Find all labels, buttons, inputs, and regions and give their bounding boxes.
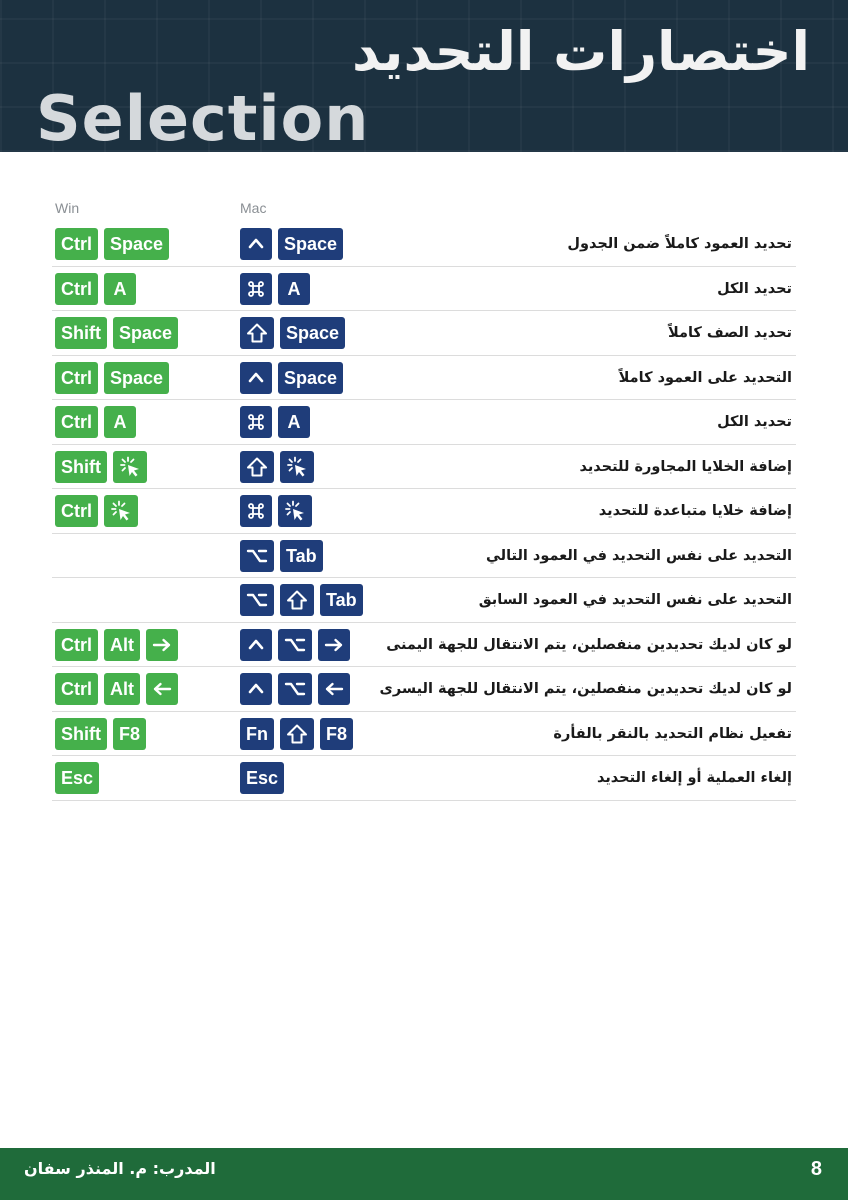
mac-keys xyxy=(240,540,323,572)
option-icon xyxy=(278,673,312,705)
command-icon xyxy=(240,406,272,438)
shortcut-row xyxy=(52,311,796,356)
shortcut-description: إضافة خلايا متباعدة للتحديد xyxy=(598,503,792,519)
mac-key: Space xyxy=(280,317,345,349)
shortcut-row xyxy=(52,356,796,401)
shortcut-description: التحديد على نفس التحديد في العمود السابق xyxy=(478,592,792,608)
win-key: Shift xyxy=(55,317,107,349)
win-keys xyxy=(55,451,147,483)
mac-keys xyxy=(240,762,284,794)
shortcut-row xyxy=(52,400,796,445)
mac-key: F8 xyxy=(320,718,353,750)
mac-keys xyxy=(240,451,314,483)
mac-key: Space xyxy=(278,362,343,394)
control-icon xyxy=(240,362,272,394)
win-key: Space xyxy=(104,362,169,394)
win-key: Space xyxy=(113,317,178,349)
win-keys xyxy=(55,718,146,750)
click-icon xyxy=(113,451,147,483)
shortcut-row xyxy=(52,623,796,668)
shortcut-row xyxy=(52,578,796,623)
mac-keys xyxy=(240,495,312,527)
control-icon xyxy=(240,228,272,260)
win-keys xyxy=(55,762,99,794)
arrow-left-icon xyxy=(146,673,178,705)
win-key: Shift xyxy=(55,718,107,750)
mac-keys xyxy=(240,629,350,661)
mac-keys xyxy=(240,362,343,394)
win-keys xyxy=(55,317,178,349)
arrow-left-icon xyxy=(318,673,350,705)
mac-key: Esc xyxy=(240,762,284,794)
win-key: Space xyxy=(104,228,169,260)
header-title-english: Selection xyxy=(36,82,370,152)
mac-keys xyxy=(240,228,343,260)
mac-key: A xyxy=(278,273,310,305)
page-header xyxy=(0,0,848,152)
shift-icon xyxy=(280,584,314,616)
shortcut-row xyxy=(52,667,796,712)
mac-keys xyxy=(240,273,310,305)
mac-key: Tab xyxy=(280,540,323,572)
shortcut-row xyxy=(52,489,796,534)
shift-icon xyxy=(240,451,274,483)
arrow-right-icon xyxy=(318,629,350,661)
win-key: F8 xyxy=(113,718,146,750)
win-key: Ctrl xyxy=(55,673,98,705)
shortcut-description: إلغاء العملية أو إلغاء التحديد xyxy=(596,770,792,786)
mac-key: Space xyxy=(278,228,343,260)
shortcut-description: التحديد على نفس التحديد في العمود التالي xyxy=(485,547,792,564)
win-key: Shift xyxy=(55,451,107,483)
shortcut-row xyxy=(52,534,796,579)
win-keys xyxy=(55,273,136,305)
mac-keys xyxy=(240,673,350,705)
shortcut-row xyxy=(52,222,796,267)
shift-icon xyxy=(280,718,314,750)
shortcut-description: التحديد على العمود كاملاً xyxy=(618,369,792,386)
control-icon xyxy=(240,673,272,705)
column-header-mac: Mac xyxy=(240,200,267,216)
shortcut-row xyxy=(52,445,796,490)
click-icon xyxy=(278,495,312,527)
option-icon xyxy=(240,584,274,616)
win-key: A xyxy=(104,406,136,438)
shortcut-description: تحديد العمود كاملاً ضمن الجدول xyxy=(567,236,792,252)
win-key: Alt xyxy=(104,629,140,661)
shift-icon xyxy=(240,317,274,349)
shortcut-description: إضافة الخلايا المجاورة للتحديد xyxy=(579,458,792,475)
shortcut-description: تحديد الكل xyxy=(717,280,792,297)
command-icon xyxy=(240,495,272,527)
shortcut-description: لو كان لديك تحديدين منفصلين، يتم الانتقال للجهة اليسرى xyxy=(379,681,792,697)
win-key: Ctrl xyxy=(55,629,98,661)
mac-key: A xyxy=(278,406,310,438)
win-key: Esc xyxy=(55,762,99,794)
shortcut-row xyxy=(52,267,796,312)
win-keys xyxy=(55,673,178,705)
win-key: Ctrl xyxy=(55,495,98,527)
win-key: Alt xyxy=(104,673,140,705)
mac-keys xyxy=(240,718,353,750)
option-icon xyxy=(278,629,312,661)
win-key: Ctrl xyxy=(55,273,98,305)
shortcut-description: لو كان لديك تحديدين منفصلين، يتم الانتقال للجهة اليمنى xyxy=(386,636,792,653)
mac-keys xyxy=(240,406,310,438)
shortcut-table xyxy=(52,222,796,801)
column-header-win: Win xyxy=(55,200,80,216)
mac-keys xyxy=(240,317,345,349)
control-icon xyxy=(240,629,272,661)
win-key: Ctrl xyxy=(55,228,98,260)
win-keys xyxy=(55,406,136,438)
shortcut-row xyxy=(52,712,796,757)
page-footer xyxy=(0,1148,848,1200)
win-keys xyxy=(55,495,138,527)
click-icon xyxy=(280,451,314,483)
option-icon xyxy=(240,540,274,572)
win-keys xyxy=(55,362,169,394)
shortcut-row xyxy=(52,756,796,801)
mac-key: Tab xyxy=(320,584,363,616)
shortcut-description: تحديد الكل xyxy=(717,414,792,430)
arrow-right-icon xyxy=(146,629,178,661)
command-icon xyxy=(240,273,272,305)
click-icon xyxy=(104,495,138,527)
header-title-arabic: اختصارات التحديد xyxy=(351,20,810,83)
shortcut-description: تفعيل نظام التحديد بالنقر بالفأرة xyxy=(553,725,792,742)
win-key: Ctrl xyxy=(55,406,98,438)
mac-key: Fn xyxy=(240,718,274,750)
win-key: A xyxy=(104,273,136,305)
mac-keys xyxy=(240,584,363,616)
page-number: 8 xyxy=(810,1158,822,1180)
win-keys xyxy=(55,228,169,260)
win-key: Ctrl xyxy=(55,362,98,394)
win-keys xyxy=(55,629,178,661)
footer-trainer: المدرب: م. المنذر سفان xyxy=(24,1159,216,1178)
shortcut-description: تحديد الصف كاملاً xyxy=(667,325,792,341)
